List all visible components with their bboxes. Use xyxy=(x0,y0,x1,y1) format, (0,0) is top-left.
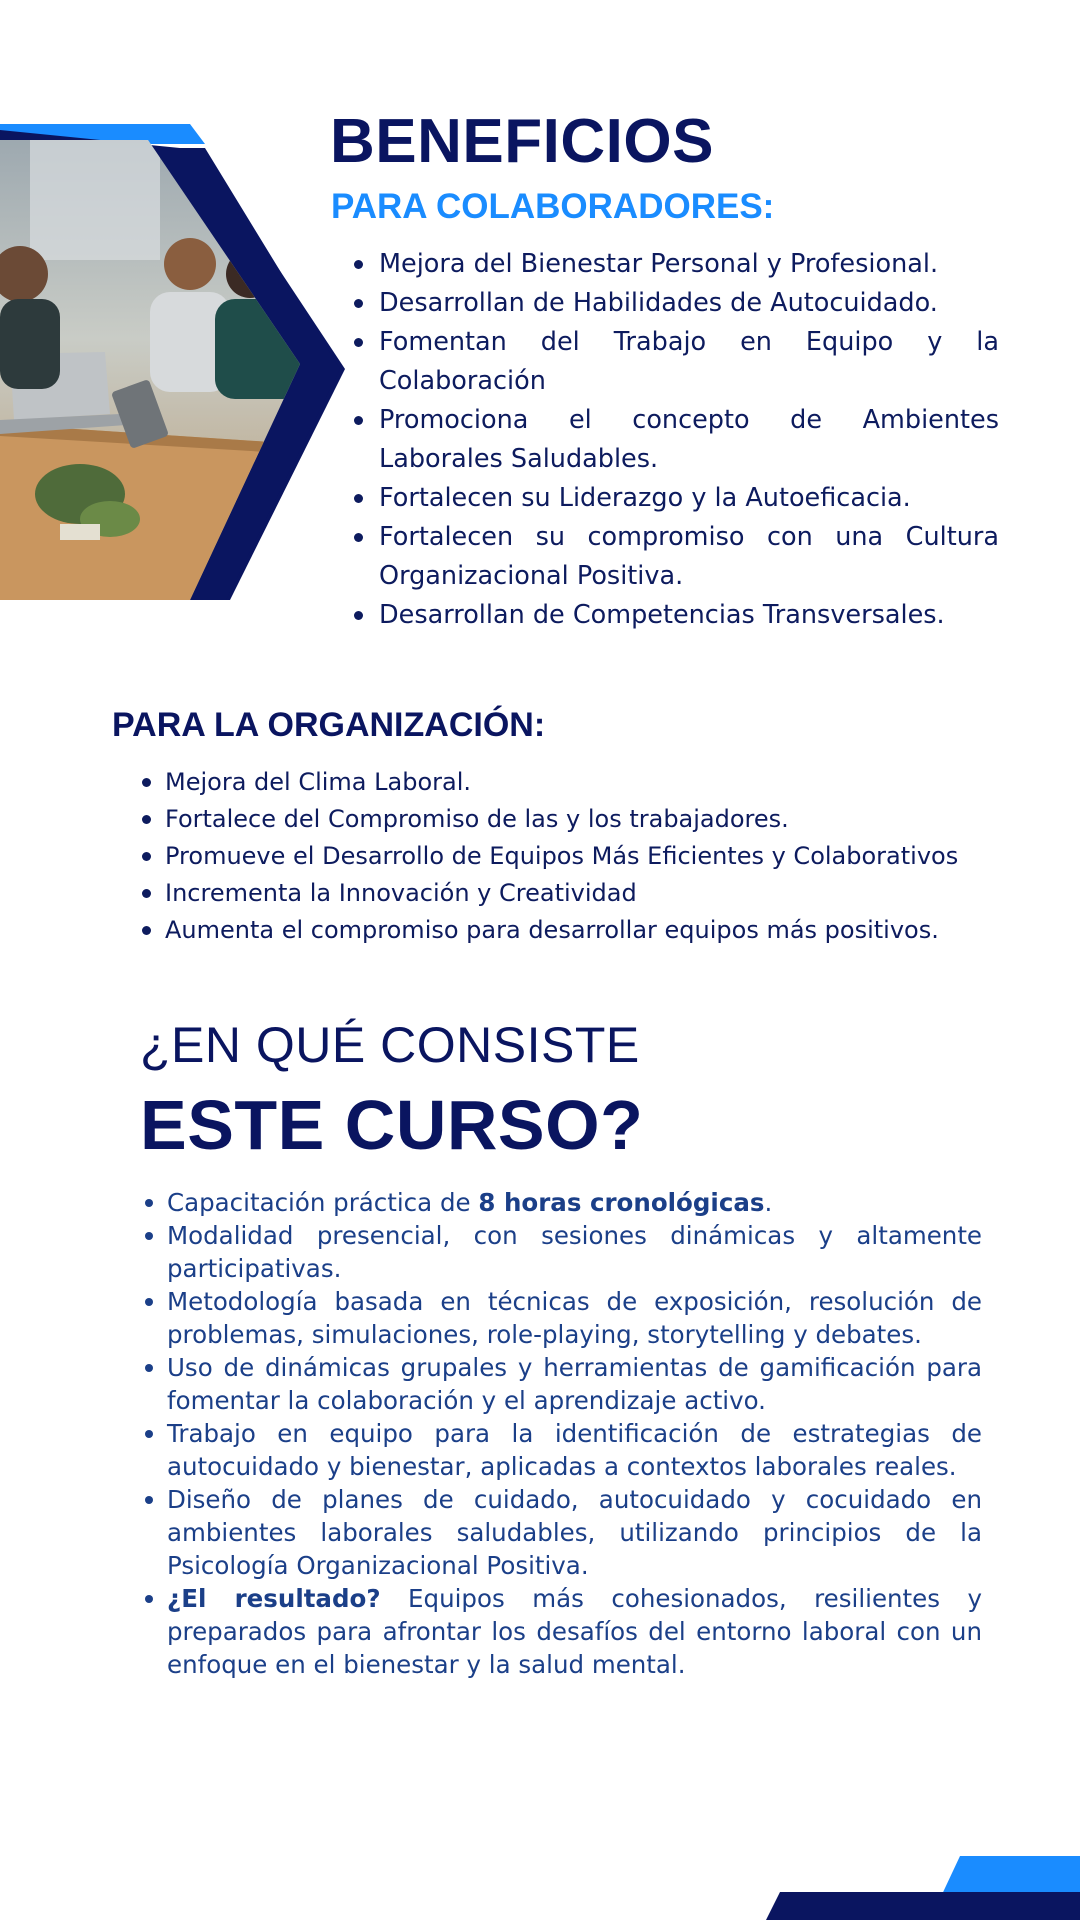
benefits-title: BENEFICIOS xyxy=(330,107,714,176)
list-item xyxy=(167,1582,982,1681)
list-item: Mejora del Clima Laboral. xyxy=(165,764,1025,801)
organization-title: PARA LA ORGANIZACIÓN: xyxy=(112,706,546,744)
list-item: Trabajo en equipo para la identificación de estrategias de autocuidado y bienestar, aplicadas a contextos laborales reales. xyxy=(167,1419,982,1481)
list-item: Desarrollan de Competencias Transversales. xyxy=(379,596,999,635)
result-highlight: ¿El resultado? xyxy=(167,1584,381,1613)
team-photo-hexagon xyxy=(0,124,345,600)
course-details-list xyxy=(167,1186,982,1681)
list-item: Metodología basada en técnicas de exposición, resolución de problemas, simulaciones, role-playing, storytelling y debates. xyxy=(167,1287,982,1349)
list-item: Promueve el Desarrollo de Equipos Más Eficientes y Colaborativos xyxy=(165,838,1025,875)
collaborators-subtitle: PARA COLABORADORES: xyxy=(331,187,775,226)
list-item: Modalidad presencial, con sesiones dinámicas y altamente participativas. xyxy=(167,1221,982,1283)
collaborators-benefits-list xyxy=(379,245,999,635)
list-item: Uso de dinámicas grupales y herramientas de gamificación para fomentar la colaboración y el aprendizaje activo. xyxy=(167,1353,982,1415)
list-item: Aumenta el compromiso para desarrollar equipos más positivos. xyxy=(165,912,1025,949)
list-item: Fortalece del Compromiso de las y los trabajadores. xyxy=(165,801,1025,838)
list-item: Fortalecen su Liderazgo y la Autoeficacia. xyxy=(379,479,999,518)
course-item-text: . xyxy=(764,1188,773,1217)
course-item-text: Equipos más cohesionados, resilientes y preparados para afrontar los desafíos del entorno laboral con un enfoque en el bienestar y la salud mental. xyxy=(167,1584,982,1679)
course-title: ESTE CURSO? xyxy=(140,1086,644,1164)
list-item xyxy=(167,1186,982,1219)
corner-shapes xyxy=(760,1850,1080,1920)
course-question: ¿EN QUÉ CONSISTE xyxy=(140,1017,640,1073)
course-hours-highlight: 8 horas cronológicas xyxy=(478,1188,765,1217)
list-item: Fomentan del Trabajo en Equipo y la Colaboración xyxy=(379,323,999,401)
team-photo-illustration xyxy=(0,124,345,600)
list-item: Promociona el concepto de Ambientes Laborales Saludables. xyxy=(379,401,999,479)
bottom-corner-decoration xyxy=(760,1850,1080,1920)
list-item: Incrementa la Innovación y Creatividad xyxy=(165,875,1025,912)
course-item-text: Capacitación práctica de xyxy=(167,1188,479,1217)
list-item: Mejora del Bienestar Personal y Profesional. xyxy=(379,245,999,284)
organization-benefits-list xyxy=(165,764,1025,949)
list-item: Diseño de planes de cuidado, autocuidado y cocuidado en ambientes laborales saludables, utilizando principios de la Psicología Organizacional Positiva. xyxy=(167,1485,982,1580)
list-item: Fortalecen su compromiso con una Cultura Organizacional Positiva. xyxy=(379,518,999,596)
list-item: Desarrollan de Habilidades de Autocuidado. xyxy=(379,284,999,323)
